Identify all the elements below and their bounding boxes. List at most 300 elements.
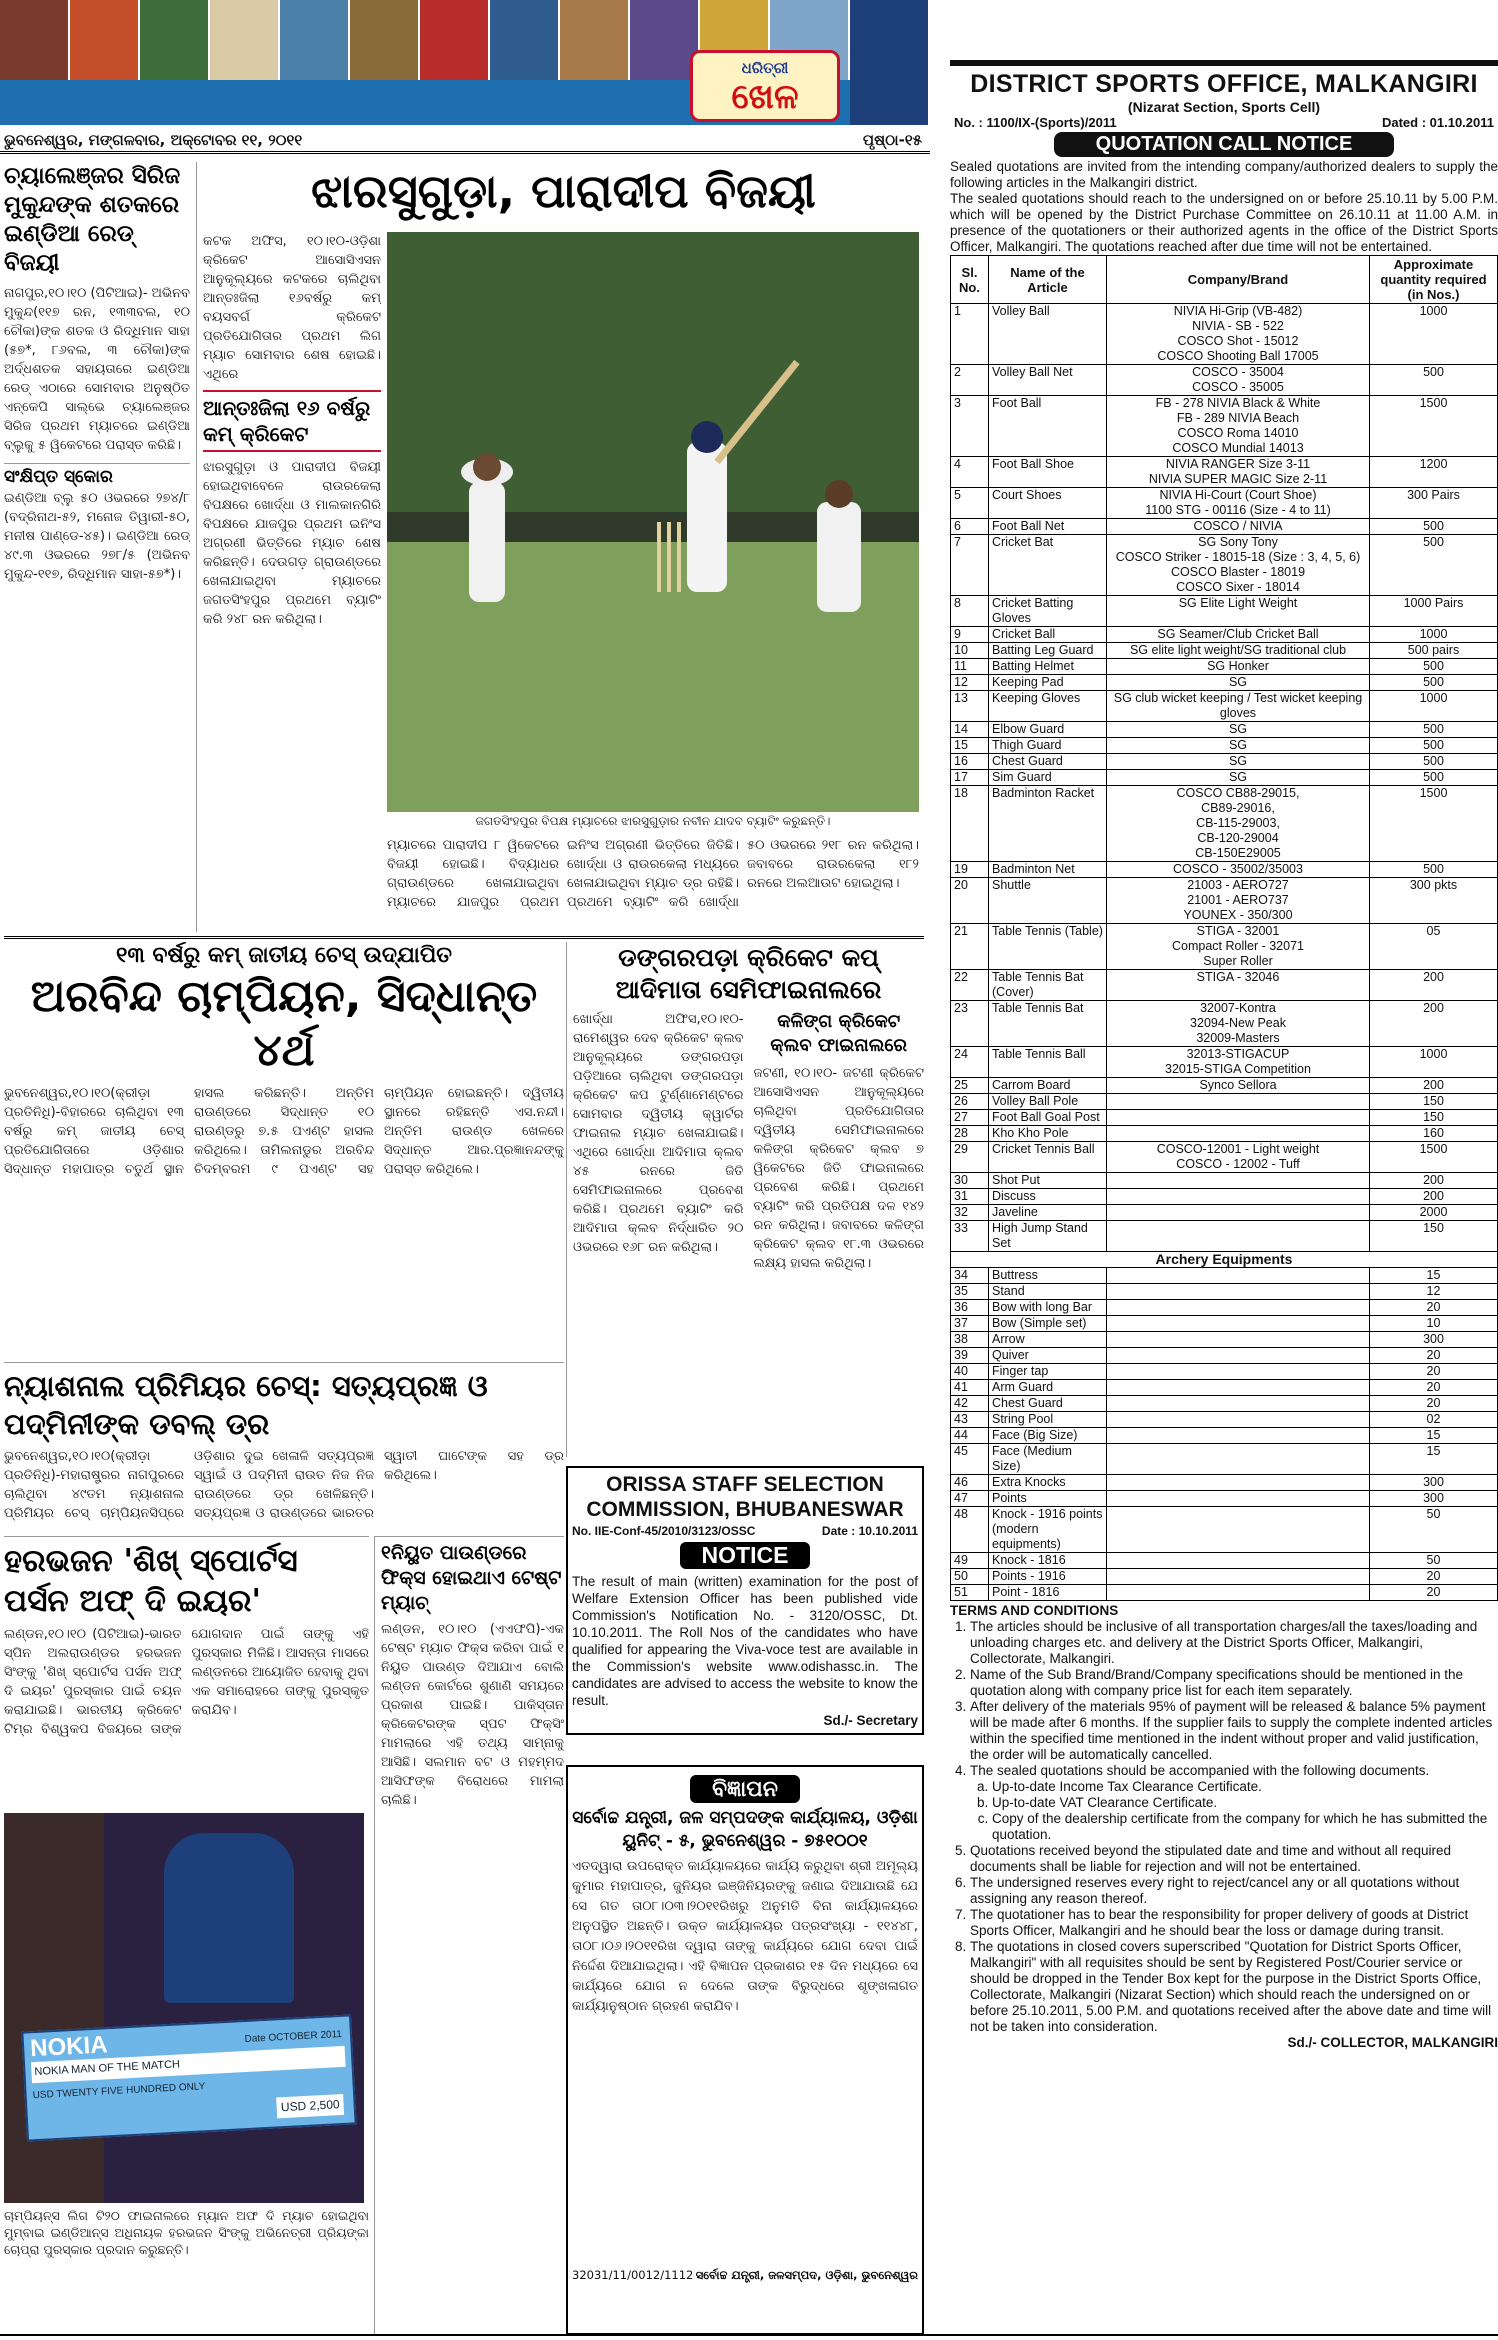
cell-quantity: 1200 — [1370, 457, 1498, 488]
logo-brand-small: ଧରିତ୍ରୀ — [741, 59, 789, 77]
cell-quantity: 200 — [1370, 1078, 1498, 1094]
cell-brand — [1107, 1300, 1370, 1316]
dso-intro-1: Sealed quotations are invited from the intending company/authorized dealers to supply the following articles in the Malkangiri district. — [950, 159, 1498, 190]
cell-sl-no: 47 — [951, 1491, 989, 1507]
dso-quotation-notice — [950, 60, 1498, 2051]
document-item: b. Up-to-date VAT Clearance Certificate. — [992, 1795, 1498, 1811]
cell-article: Knock - 1916 points (modern equipments) — [989, 1507, 1107, 1553]
col-header: Sl. No. — [951, 256, 989, 304]
col-header: Company/Brand — [1107, 256, 1370, 304]
story-body: ଭୁବନେଶ୍ୱର,୧୦।୧୦(କ୍ରୀଡ଼ା ପ୍ରତିନିଧି)-ବିହାରରେ ଚାଲିଥିବା ୧୩ ବର୍ଷରୁ କମ୍ ଜାତୀୟ ଚେସ୍ ପ୍ରତିଯୋଗିତାରେ ଓଡ଼ିଶାର ସିଦ୍ଧାନ୍ତ ମହାପାତ୍ର ଚତୁର୍ଥ ସ୍ଥାନ ହାସଲ କରିଛନ୍ତି। ଅନ୍ତିମ ରାଉଣ୍ଡରେ ସିଦ୍ଧାନ୍ତ ୧୦ ରାଉଣ୍ଡରୁ ୭.୫ ପଏଣ୍ଟ ହାସଲ କରିଥିଲେ। ତାମିଲନାଡୁର ଅରବିନ୍ଦ ଚିଦମ୍ବରମ ୯ ପଏଣ୍ଟ ସହ ଚାମ୍ପିୟନ ହୋଇଛନ୍ତି। ଦ୍ୱିତୀୟ ସ୍ଥାନରେ ରହିଛନ୍ତି ଏସ.ନନ୍ଦୀ। ଅନ୍ତିମ ରାଉଣ୍ଡ ଖେଳରେ ସିଦ୍ଧାନ୍ତ ଆର.ପ୍ରଜ୍ଞାନନ୍ଦଙ୍କୁ ପରାସ୍ତ କରିଥିଲେ। — [4, 1086, 564, 1177]
cell-sl-no: 21 — [951, 924, 989, 970]
cell-sl-no: 44 — [951, 1428, 989, 1444]
story-body-part1: ଖୋର୍ଦ୍ଧା ଅଫିସ,୧୦।୧୦-ରାମେଶ୍ୱର ଦେବ କ୍ରିକେଟ କ୍ଲବ ଆନୁକୂଲ୍ୟରେ ଡଙ୍ଗରପଡ଼ା ପଡ଼ିଆରେ ଚାଲିଥିବା ଡଙ୍ଗରପଡ଼ା କ୍ରିକେଟ କପ ଟୁର୍ଣ୍ଣାମେଣ୍ଟରେ ସୋମବାର ଦ୍ୱିତୀୟ କ୍ୱାର୍ଟର ଫାଇନାଲ ମ୍ୟାଚ ଖେଳାଯାଇଛି। ଏଥିରେ ଖୋର୍ଦ୍ଧା ଆଦିମାତା କ୍ଲବ ୪୫ ରନରେ ଜିତି ସେମିଫାଇନାଲରେ ପ୍ରବେଶ କରିଛି। ପ୍ରଥମେ ବ୍ୟାଟିଂ କରି ଆଦିମାତା କ୍ଲବ ନିର୍ଦ୍ଧାରିତ ୨୦ ଓଭରରେ ୧୬୮ ରନ କରିଥିଲା। — [573, 1012, 744, 1255]
cell-brand — [1107, 1380, 1370, 1396]
table-row — [951, 1491, 1498, 1507]
ossc-signature: Sd./- Secretary — [823, 1713, 918, 1728]
table-row — [951, 1316, 1498, 1332]
cell-sl-no: 37 — [951, 1316, 989, 1332]
story-headline: ୧ନିୟୁତ ପାଉଣ୍ଡରେ ଫିକ୍ସ ହୋଇଥାଏ ଟେଷ୍ଟ ମ୍ୟାଚ୍ — [381, 1542, 562, 1614]
cell-brand: SG — [1107, 770, 1370, 786]
photo-illustration — [387, 232, 919, 812]
masthead-banner — [0, 0, 930, 125]
cell-sl-no: 5 — [951, 488, 989, 519]
score-heading: ସଂକ୍ଷିପ୍ତ ସ୍କୋର — [4, 463, 190, 487]
document-item: c. Copy of the dealership certificate from the company for which he has submitted the quotation. — [992, 1811, 1498, 1843]
dso-ref-row — [950, 115, 1498, 130]
story-premier-chess — [4, 1362, 564, 1534]
cell-article: Shot Put — [989, 1173, 1107, 1189]
cell-brand — [1107, 1332, 1370, 1348]
story-headline: ଚ୍ୟାଲେଞ୍ଜର ସିରିଜ ମୁକୁନ୍ଦଙ୍କ ଶତକରେ ଇଣ୍ଡିଆ ରେଡ୍ ବିଜୟୀ — [4, 163, 181, 276]
cell-brand: STIGA - 32001 Compact Roller - 32071 Super Roller — [1107, 924, 1370, 970]
cell-brand — [1107, 1444, 1370, 1475]
cell-sl-no: 7 — [951, 535, 989, 596]
story-body: ଲଣ୍ଡନ,୧୦।୧୦ (ପିଟିଆଇ)-ଭାରତ ସ୍ପିନ ଅଲରାଉଣ୍ଡର ହରଭଜନ ସିଂଙ୍କୁ 'ଶିଖ୍ ସ୍ପୋର୍ଟସ ପର୍ସନ ଅଫ୍ ଦି ଇୟର' ପୁରସ୍କାର ପାଇଁ ଚୟନ କରାଯାଇଛି। ଭାରତୀୟ କ୍ରିକେଟ ଟିମ୍‌ର ବିଶ୍ୱକପ ବିଜୟରେ ତାଙ୍କ ଯୋଗଦାନ ପାଇଁ ତାଙ୍କୁ ଏହି ପୁରସ୍କାର ମିଳିଛି। ଆସନ୍ତା ମାସରେ ଲଣ୍ଡନରେ ଆୟୋଜିତ ହେବାକୁ ଥିବା ଏକ ସମାରୋହରେ ତାଙ୍କୁ ପୁରସ୍କୃତ କରାଯିବ। — [4, 1627, 369, 1737]
advert-footer — [572, 2268, 918, 2283]
advert-ref: 32031/11/0012/1112 — [572, 2268, 694, 2282]
terms-item — [970, 1667, 1498, 1699]
story-dungarpada-cup — [566, 942, 924, 1457]
cell-article: Table Tennis Ball — [989, 1047, 1107, 1078]
cell-article: Finger tap — [989, 1364, 1107, 1380]
cell-article: Table Tennis (Table) — [989, 924, 1107, 970]
cell-article: Thigh Guard — [989, 738, 1107, 754]
cell-sl-no: 32 — [951, 1205, 989, 1221]
sports-photo-thumb — [560, 0, 630, 80]
table-row — [951, 1396, 1498, 1412]
gutter — [940, 30, 944, 2340]
cell-article: Kho Kho Pole — [989, 1126, 1107, 1142]
dso-title: DISTRICT SPORTS OFFICE, MALKANGIRI — [970, 70, 1478, 98]
cell-quantity: 1500 — [1370, 396, 1498, 457]
story-body: ଭୁବନେଶ୍ୱର,୧୦।୧୦(କ୍ରୀଡ଼ା ପ୍ରତିନିଧି)-ମହାରାଷ୍ଟ୍ରର ନାଗପୁରରେ ଚାଲିଥିବା ୪୯ତମ ନ୍ୟାଶନାଲ ପ୍ରିମିୟର ଚେସ୍ ଚାମ୍ପିୟନସିପ୍‌ରେ ଓଡ଼ିଶାର ଦୁଇ ଖେଳାଳି ସତ୍ୟପ୍ରଜ୍ଞ ସ୍ୱାଇଁ ଓ ପଦ୍ମିନୀ ରାଉତ ନିଜ ନିଜ ରାଉଣ୍ଡରେ ଡ୍ର ଖେଳିଛନ୍ତି। ସତ୍ୟପ୍ରଜ୍ଞ ଓ ରାଉଣ୍ଡରେ ଭାରତର ସ୍ୱାତୀ ଘାଟେଙ୍କ ସହ ଡ୍ର କରିଥିଲେ। — [4, 1449, 564, 1521]
story-headline: ନ୍ୟାଶନାଲ ପ୍ରିମିୟର ଚେସ୍: ସତ୍ୟପ୍ରଜ୍ଞ ଓ ପଦ୍ମିନୀଙ୍କ ଡବଲ୍ ଡ୍ର — [4, 1369, 488, 1441]
cell-brand — [1107, 1585, 1370, 1601]
table-row — [951, 878, 1498, 924]
story-body — [573, 1010, 924, 1273]
terms-text: The sealed quotations should be accompanied with the following documents. — [970, 1763, 1430, 1778]
col-header: Name of the Article — [989, 256, 1107, 304]
cell-brand — [1107, 1396, 1370, 1412]
cell-article: High Jump Stand Set — [989, 1221, 1107, 1252]
cell-article: Points - 1916 — [989, 1569, 1107, 1585]
table-row — [951, 1348, 1498, 1364]
cricket-batting-photo — [387, 232, 919, 812]
cheque-date: Date OCTOBER 2011 — [244, 2028, 343, 2046]
cell-brand — [1107, 1348, 1370, 1364]
cell-quantity: 500 — [1370, 659, 1498, 675]
cell-sl-no: 14 — [951, 722, 989, 738]
table-row — [951, 1205, 1498, 1221]
cell-brand: NIVIA Hi-Grip (VB-482) NIVIA - SB - 522 COSCO Shot - 15012 COSCO Shooting Ball 17005 — [1107, 304, 1370, 365]
story-subheading: ଆନ୍ତଃଜିଲା ୧୬ ବର୍ଷରୁ କମ୍ କ୍ରିକେଟ — [203, 390, 381, 452]
story-body: ଲଣ୍ଡନ, ୧୦।୧୦ (ଏଏଫପି)-ଏକ ଟେଷ୍ଟ ମ୍ୟାଚ ଫିକ୍ସ କରିବା ପାଇଁ ୧ ନିୟୁତ ପାଉଣ୍ଡ ଦିଆଯାଏ ବୋଲି ଲଣ୍ଡନ କୋର୍ଟରେ ଶୁଣାଣି ସମୟରେ ପ୍ରକାଶ ପାଇଛି। ପାକିସ୍ତାନ କ୍ରିକେଟରଙ୍କ ସ୍ପଟ ଫିକ୍ସିଂ ମାମଲାରେ ଏହି ତଥ୍ୟ ସାମ୍ନାକୁ ଆସିଛି। ସଲମାନ ବଟ ଓ ମହମ୍ମଦ ଆସିଫଙ୍କ ବିରୋଧରେ ମାମଲା ଚାଲିଛି। — [381, 1622, 564, 1808]
cell-sl-no: 11 — [951, 659, 989, 675]
table-row — [951, 1047, 1498, 1078]
table-row — [951, 1094, 1498, 1110]
cell-brand: 21003 - AERO727 21001 - AERO737 YOUNEX - 350/300 — [1107, 878, 1370, 924]
cell-quantity: 300 Pairs — [1370, 488, 1498, 519]
table-row — [951, 643, 1498, 659]
cell-brand: COSCO / NIVIA — [1107, 519, 1370, 535]
cell-quantity: 02 — [1370, 1412, 1498, 1428]
cell-quantity: 150 — [1370, 1221, 1498, 1252]
cell-sl-no: 36 — [951, 1300, 989, 1316]
table-row — [951, 862, 1498, 878]
cell-sl-no: 42 — [951, 1396, 989, 1412]
cell-article: Buttress — [989, 1268, 1107, 1284]
cell-sl-no: 34 — [951, 1268, 989, 1284]
cell-article: Badminton Net — [989, 862, 1107, 878]
cell-sl-no: 19 — [951, 862, 989, 878]
cell-sl-no: 48 — [951, 1507, 989, 1553]
table-row — [951, 754, 1498, 770]
cell-brand: FB - 278 NIVIA Black & White FB - 289 NIVIA Beach COSCO Roma 14010 COSCO Mundial 14013 — [1107, 396, 1370, 457]
table-row — [951, 786, 1498, 862]
cell-sl-no: 28 — [951, 1126, 989, 1142]
photo-caption: ଚାମ୍ପିୟନ୍ସ ଲିଗ ଟି୨୦ ଫାଇନାଲରେ ମ୍ୟାନ ଅଫ ଦି ମ୍ୟାଚ ହୋଇଥିବା ମୁମ୍ବାଇ ଇଣ୍ଡିଆନ୍ସ ଅଧିନାୟକ ହରଭଜନ ସିଂଙ୍କୁ ଅଭିନେତ୍ରୀ ପ୍ରିୟଙ୍କା ଚୋପ୍ରା ପୁରସ୍କାର ପ୍ରଦାନ କରୁଛନ୍ତି। — [4, 2208, 369, 2257]
table-row — [951, 304, 1498, 365]
table-row — [951, 596, 1498, 627]
cell-sl-no: 12 — [951, 675, 989, 691]
cell-sl-no: 38 — [951, 1332, 989, 1348]
cell-quantity: 1000 — [1370, 1047, 1498, 1078]
cell-brand: SG — [1107, 722, 1370, 738]
terms-text: Name of the Sub Brand/Brand/Company specifications should be mentioned in the quotation along with company price list for each item separately. — [970, 1667, 1464, 1698]
table-row — [951, 1173, 1498, 1189]
cell-sl-no: 29 — [951, 1142, 989, 1173]
cell-brand — [1107, 1205, 1370, 1221]
cell-article: Shuttle — [989, 878, 1107, 924]
cell-article: Foot Ball Shoe — [989, 457, 1107, 488]
terms-text: After delivery of the materials 95% of payment will be released & balance 5% payment will be made after 6 months. If the supplier fails to supply the complete indented articles within the specified time mentioned in the indent without proper and valid justification, the order will be automatically cancelled. — [970, 1699, 1493, 1762]
cell-quantity: 200 — [1370, 1001, 1498, 1047]
cell-brand: SG — [1107, 754, 1370, 770]
cheque-amount: USD 2,500 — [276, 2094, 344, 2118]
ossc-ref-no: No. IIE-Conf-45/2010/3123/OSSC — [572, 1524, 756, 1538]
cheque-brand: NOKIA — [29, 2031, 109, 2063]
cell-brand — [1107, 1428, 1370, 1444]
cell-article: Volley Ball — [989, 304, 1107, 365]
cell-article: Face (Big Size) — [989, 1428, 1107, 1444]
dso-ref-no: No. : 1100/IX-(Sports)/2011 — [954, 115, 1117, 130]
cell-quantity: 500 — [1370, 770, 1498, 786]
story-harbhajan — [4, 1536, 369, 2336]
cell-quantity: 10 — [1370, 1316, 1498, 1332]
cell-brand: NIVIA RANGER Size 3-11 NIVIA SUPER MAGIC Size 2-11 — [1107, 457, 1370, 488]
table-row — [951, 1569, 1498, 1585]
table-row — [951, 970, 1498, 1001]
story-body-part2: ଜଟଣୀ, ୧୦।୧୦- ଜଟଣୀ କ୍ରିକେଟ ଆସୋସିଏସନ ଆନୁକୂଲ୍ୟରେ ଚାଲିଥିବା ପ୍ରତିଯୋଗିତାର ଦ୍ୱିତୀୟ ସେମିଫାଇନାଲରେ କଳିଙ୍ଗ କ୍ରିକେଟ କ୍ଲବ ୭ ୱିକେଟରେ ଜିତି ଫାଇନାଲରେ ପ୍ରବେଶ କରିଛି। ପ୍ରଥମେ ବ୍ୟାଟିଂ କରି ପ୍ରତିପକ୍ଷ ଦଳ ୧୪୨ ରନ କରିଥିଲା। ଜବାବରେ କଳିଙ୍ଗ କ୍ରିକେଟ କ୍ଲବ ୧୮.୩ ଓଭରରେ ଲକ୍ଷ୍ୟ ହାସଲ କରିଥିଲା। — [753, 1066, 924, 1271]
cell-article: Knock - 1816 — [989, 1553, 1107, 1569]
archery-section — [951, 1252, 1498, 1268]
cell-quantity: 160 — [1370, 1126, 1498, 1142]
cell-article: Batting Helmet — [989, 659, 1107, 675]
table-row — [951, 1507, 1498, 1553]
cell-sl-no: 49 — [951, 1553, 989, 1569]
advert-signature: ସର୍ବୋଚ୍ଚ ଯନ୍ତ୍ରୀ, ଜଳସମ୍ପଦ, ଓଡ଼ିଶା, ଭୁବନେଶ୍ୱର — [695, 2268, 918, 2282]
dso-section: (Nizarat Section, Sports Cell) — [1127, 99, 1321, 115]
cell-article: Keeping Pad — [989, 675, 1107, 691]
cell-article: Court Shoes — [989, 488, 1107, 519]
cell-quantity: 20 — [1370, 1569, 1498, 1585]
ossc-notice — [566, 1466, 924, 1735]
cell-quantity: 50 — [1370, 1553, 1498, 1569]
date-text: ଭୁବନେଶ୍ୱର, ମଙ୍ଗଳବାର, ଅକ୍ଟୋବର ୧୧, ୨୦୧୧ — [4, 131, 303, 149]
cell-quantity: 500 — [1370, 519, 1498, 535]
cell-brand — [1107, 1475, 1370, 1491]
cell-brand — [1107, 1316, 1370, 1332]
cell-article: Badminton Racket — [989, 786, 1107, 862]
table-row — [951, 1428, 1498, 1444]
person-silhouette — [4, 1813, 104, 2203]
cell-brand — [1107, 1284, 1370, 1300]
cell-sl-no: 10 — [951, 643, 989, 659]
terms-item — [970, 1699, 1498, 1763]
cell-article: Volley Ball Pole — [989, 1094, 1107, 1110]
cell-article: Cricket Bat — [989, 535, 1107, 596]
cell-brand — [1107, 1569, 1370, 1585]
cell-article: Table Tennis Bat (Cover) — [989, 970, 1107, 1001]
cell-article: Cricket Ball — [989, 627, 1107, 643]
cell-brand: SG — [1107, 738, 1370, 754]
sports-photo-thumb — [140, 0, 210, 80]
logo-brand-big: ଖେଳ — [731, 77, 799, 117]
ossc-ref-row — [572, 1524, 918, 1538]
cell-sl-no: 3 — [951, 396, 989, 457]
sports-photo-thumb — [210, 0, 280, 80]
cell-quantity: 150 — [1370, 1110, 1498, 1126]
table-row — [951, 457, 1498, 488]
table-row — [951, 722, 1498, 738]
story-challenger-series — [4, 162, 190, 932]
cell-sl-no: 41 — [951, 1380, 989, 1396]
terms-item: 5. Quotations received beyond the stipulated date and time and without all required documents shall be liable for rejection and will not be entertained. — [970, 1843, 1498, 1875]
cell-brand — [1107, 1364, 1370, 1380]
advert-badge: ବିଜ୍ଞାପନ — [690, 1775, 800, 1803]
story-column — [203, 232, 381, 932]
terms-title: TERMS AND CONDITIONS — [950, 1603, 1119, 1618]
cell-article: Javeline — [989, 1205, 1107, 1221]
cell-article: Sim Guard — [989, 770, 1107, 786]
table-row — [951, 396, 1498, 457]
table-row — [951, 1475, 1498, 1491]
cell-brand: COSCO CB88-29015, CB89-29016, CB-115-29003, CB-120-29004 CB-150E29005 — [1107, 786, 1370, 862]
table-row — [951, 1300, 1498, 1316]
cell-brand: SG Honker — [1107, 659, 1370, 675]
story-subheading: କଳିଙ୍ଗ କ୍ରିକେଟ କ୍ଲବ ଫାଇନାଲରେ — [770, 1011, 908, 1056]
story-match-fixing — [374, 1536, 564, 2336]
terms-item — [970, 1619, 1498, 1667]
cell-sl-no: 40 — [951, 1364, 989, 1380]
story-body: ଝାରସୁଗୁଡ଼ା ଓ ପାରାଦୀପ ବିଜୟୀ ହୋଇଥିବାବେଳେ ରାଉରକେଲା ବିପକ୍ଷରେ ଖୋର୍ଦ୍ଧା ଓ ମାଲକାନଗିରି ବିପକ୍ଷରେ ଯାଜପୁର ପ୍ରଥମ ଇନିଂସ ଅଗ୍ରଣୀ ଭିତ୍ତିରେ ମ୍ୟାଚ ଶେଷ କରିଛନ୍ତି। ଦେଉଗଡ଼ ଗ୍ରାଉଣ୍ଡରେ ଖେଳାଯାଇଥିବା ମ୍ୟାଚରେ ଜଗତସିଂହପୁର ପ୍ରଥମେ ବ୍ୟାଟିଂ କରି ୨୪୮ ରନ କରିଥିଲା। — [203, 460, 381, 627]
cell-article: Cricket Batting Gloves — [989, 596, 1107, 627]
cell-article: Discuss — [989, 1189, 1107, 1205]
table-row — [951, 1126, 1498, 1142]
cell-sl-no: 39 — [951, 1348, 989, 1364]
section-divider — [4, 936, 924, 939]
table-row — [951, 1585, 1498, 1601]
document-item: a. Up-to-date Income Tax Clearance Certificate. — [992, 1779, 1498, 1795]
cell-article: Batting Leg Guard — [989, 643, 1107, 659]
cell-article: Points — [989, 1491, 1107, 1507]
cell-sl-no: 43 — [951, 1412, 989, 1428]
required-documents — [992, 1779, 1498, 1843]
story-headline: ଝାରସୁଗୁଡ଼ା, ପାରାଦୀପ ବିଜୟୀ — [311, 164, 816, 218]
dso-intro-2: The sealed quotations should reach to the undersigned on or before 25.10.11 by 5.00 P.M. which will be opened by the District Purchase Committee on 26.10.11 at 11.00 A.M. in presence of the quotationers or their authorized agents in the office of the District Sports Officer, Malkangiri. The quotations reached after due time will not be entertained. — [950, 191, 1498, 254]
cell-sl-no: 9 — [951, 627, 989, 643]
cell-article: Foot Ball Goal Post — [989, 1110, 1107, 1126]
table-row — [951, 488, 1498, 519]
photo-caption: ଜଗତସିଂହପୁର ବିପକ୍ଷ ମ୍ୟାଚରେ ଝାରସୁଗୁଡ଼ାର ନବୀନ ଯାଦବ ବ୍ୟାଟିଂ କରୁଛନ୍ତି। — [475, 814, 831, 828]
cell-quantity: 20 — [1370, 1380, 1498, 1396]
cheque-board — [21, 2014, 356, 2141]
cell-quantity: 1500 — [1370, 1142, 1498, 1173]
cell-sl-no: 4 — [951, 457, 989, 488]
cell-quantity: 500 pairs — [1370, 643, 1498, 659]
archery-heading: Archery Equipments — [951, 1252, 1498, 1268]
cell-quantity: 20 — [1370, 1364, 1498, 1380]
story-headline: ହରଭଜନ 'ଶିଖ୍ ସ୍ପୋର୍ଟସ ପର୍ସନ ଅଫ୍ ଦି ଇୟର' — [4, 1543, 298, 1619]
cell-quantity: 15 — [1370, 1444, 1498, 1475]
cell-quantity: 500 — [1370, 535, 1498, 596]
table-row — [951, 365, 1498, 396]
cell-brand: Synco Sellora — [1107, 1078, 1370, 1094]
cell-brand: SG — [1107, 675, 1370, 691]
page-bottom-rule — [0, 2334, 1498, 2336]
cell-article: Stand — [989, 1284, 1107, 1300]
cell-brand: COSCO - 35004 COSCO - 35005 — [1107, 365, 1370, 396]
cell-sl-no: 31 — [951, 1189, 989, 1205]
table-row — [951, 1078, 1498, 1094]
quotation-badge: QUOTATION CALL NOTICE — [1054, 132, 1394, 157]
terms-item: 7. The quotationer has to bear the responsibility for proper delivery of goods at District Sports Officer, Malkangiri and he should bear the loss or damage during transit. — [970, 1907, 1498, 1939]
cell-article: Volley Ball Net — [989, 365, 1107, 396]
table-row — [951, 1284, 1498, 1300]
cell-brand — [1107, 1173, 1370, 1189]
story-under16-cricket — [196, 162, 924, 932]
table-row — [951, 691, 1498, 722]
advert-body: ଏତଦ୍ୱାରା ଉପରୋକ୍ତ କାର୍ଯ୍ୟାଳୟରେ କାର୍ଯ୍ୟ କରୁଥିବା ଶ୍ରୀ ଅମୂଲ୍ୟ କୁମାର ମହାପାତ୍ର, ଜୁନିୟର ଇଞ୍ଜିନିୟରଙ୍କୁ ଜଣାଇ ଦିଆଯାଉଛି ଯେ ସେ ଗତ ତା୦୮।୦୩।୨୦୧୧ରିଖରୁ ଅନୁମତି ବିନା କାର୍ଯ୍ୟାଳୟରେ ଅନୁପସ୍ଥିତ ଅଛନ୍ତି। ଉକ୍ତ କାର୍ଯ୍ୟାଳୟର ପତ୍ରସଂଖ୍ୟା - ୧୧୪୪୮, ତା୦୮।୦୬।୨୦୧୧ରିଖ ଦ୍ୱାରା ତାଙ୍କୁ କାର୍ଯ୍ୟରେ ଯୋଗ ଦେବା ପାଇଁ ନିର୍ଦ୍ଦେଶ ଦିଆଯାଇଥିଲା। ଏହି ବିଜ୍ଞାପନ ପ୍ରକାଶର ୧୫ ଦିନ ମଧ୍ୟରେ ସେ କାର୍ଯ୍ୟରେ ଯୋଗ ନ ଦେଲେ ତାଙ୍କ ବିରୁଦ୍ଧରେ ଶୃଙ୍ଖଳାଗତ କାର୍ଯ୍ୟାନୁଷ୍ଠାନ ଗ୍ରହଣ କରାଯିବ। — [572, 1859, 918, 2014]
cell-sl-no: 17 — [951, 770, 989, 786]
table-row — [951, 1412, 1498, 1428]
cell-quantity: 500 — [1370, 754, 1498, 770]
table-row — [951, 924, 1498, 970]
table-row — [951, 1380, 1498, 1396]
terms-list — [970, 1619, 1498, 2035]
cell-quantity: 200 — [1370, 1173, 1498, 1189]
ossc-date: Date : 10.10.2011 — [821, 1524, 918, 1538]
table-header-row — [951, 256, 1498, 304]
col-header: Approximate quantity required (in Nos.) — [1370, 256, 1498, 304]
cell-article: Cricket Tennis Ball — [989, 1142, 1107, 1173]
cell-quantity: 1000 Pairs — [1370, 596, 1498, 627]
story-body: ନାଗପୁର,୧୦।୧୦ (ପିଟିଆଇ)- ଅଭିନବ ମୁକୁନ୍ଦ(୧୧୭ ରନ, ୧୩୩ବଲ, ୧୦ ଚୌକା)ଙ୍କ ଶତକ ଓ ରିଦ୍ଧିମାନ ସାହା (୫୭*, ୮୬ବଲ, ୩ ଚୌକା)ଙ୍କ ଅର୍ଦ୍ଧଶତକ ସହାୟତାରେ ଇଣ୍ଡିଆ ରେଡ୍ ଏଠାରେ ସୋମବାର ଅନୁଷ୍ଠିତ ଏନ୍‌କେପି ସାଲ୍‌ଭେ ଚ୍ୟାଲେଞ୍ଜର ସିରିଜ ପ୍ରଥମ ମ୍ୟାଚରେ ଇଣ୍ଡିଆ ବ୍ଲୁକୁ ୫ ୱିକେଟରେ ପରାସ୍ତ କରିଛି। — [4, 286, 190, 453]
cell-brand: 32013-STIGACUP 32015-STIGA Competition — [1107, 1047, 1370, 1078]
cell-article: Quiver — [989, 1348, 1107, 1364]
cell-brand — [1107, 1268, 1370, 1284]
cell-article: Face (Medium Size) — [989, 1444, 1107, 1475]
cell-article: Arm Guard — [989, 1380, 1107, 1396]
cheque-payee: NOKIA MAN OF THE MATCH — [31, 2046, 346, 2083]
table-row — [951, 1444, 1498, 1475]
cell-sl-no: 15 — [951, 738, 989, 754]
table-row — [951, 535, 1498, 596]
cell-sl-no: 1 — [951, 304, 989, 365]
cell-quantity: 300 pkts — [1370, 878, 1498, 924]
cell-article: Arrow — [989, 1332, 1107, 1348]
cell-article: Table Tennis Bat — [989, 1001, 1107, 1047]
story-chess-u13 — [4, 942, 564, 1362]
table-row — [951, 770, 1498, 786]
cell-article: Bow (Simple set) — [989, 1316, 1107, 1332]
archery-rows — [951, 1268, 1498, 1601]
cell-quantity: 200 — [1370, 970, 1498, 1001]
table-row — [951, 1189, 1498, 1205]
cell-sl-no: 51 — [951, 1585, 989, 1601]
advert-unit: ୟୁନିଟ୍ - ୫, ଭୁବନେଶ୍ୱର - ୭୫୧୦୦୧ — [622, 1831, 868, 1851]
cell-quantity: 500 — [1370, 675, 1498, 691]
table-row — [951, 1268, 1498, 1284]
cell-article: Chest Guard — [989, 754, 1107, 770]
archery-heading-row — [951, 1252, 1498, 1268]
sports-photo-thumb — [280, 0, 350, 80]
cell-article: Point - 1816 — [989, 1585, 1107, 1601]
cell-quantity: 1000 — [1370, 304, 1498, 365]
quotation-table — [950, 255, 1498, 1601]
cell-article: Extra Knocks — [989, 1475, 1107, 1491]
table-row — [951, 1553, 1498, 1569]
dso-signature: Sd./- COLLECTOR, MALKANGIRI — [1287, 2035, 1498, 2050]
cell-quantity: 20 — [1370, 1396, 1498, 1412]
cell-article: Carrom Board — [989, 1078, 1107, 1094]
table-row — [951, 1142, 1498, 1173]
cell-quantity: 15 — [1370, 1268, 1498, 1284]
ossc-text: The result of main (written) examination for the post of Welfare Extension Officer has been published vide Commission's Notification No. - 3120/OSSC, Dt. 10.10.2011. The Roll Nos of the candidates who have qualified for appearing the Viva-voce test are available in the Commission's website www.odishassc.in. The candidates are advised to access the website to know the result. — [572, 1574, 918, 1708]
quotation-rows — [951, 304, 1498, 1252]
terms-text: The articles should be inclusive of all transportation charges/all the taxes/loading and unloading charges etc. and delivery at the District Sports Officer, Malkangiri, Collectorate, Malkangiri. — [970, 1619, 1478, 1666]
cell-sl-no: 30 — [951, 1173, 989, 1189]
cell-article: Chest Guard — [989, 1396, 1107, 1412]
player-silhouette — [164, 1833, 294, 2003]
section-logo — [690, 50, 840, 122]
cell-article: Foot Ball Net — [989, 519, 1107, 535]
sports-photo-thumb — [490, 0, 560, 80]
terms-item — [970, 1763, 1498, 1843]
cell-brand — [1107, 1507, 1370, 1553]
cell-sl-no: 18 — [951, 786, 989, 862]
dateline — [0, 128, 930, 154]
cell-sl-no: 24 — [951, 1047, 989, 1078]
cell-quantity: 500 — [1370, 738, 1498, 754]
cell-brand: NIVIA Hi-Court (Court Shoe) 1100 STG - 00116 (Size - 4 to 11) — [1107, 488, 1370, 519]
cell-sl-no: 6 — [951, 519, 989, 535]
cell-quantity: 500 — [1370, 722, 1498, 738]
sports-photo-thumb — [420, 0, 490, 80]
story-body: କଟକ ଅଫିସ, ୧୦।୧୦-ଓଡ଼ିଶା କ୍ରିକେଟ ଆସୋସିଏସନ ଆନୁକୂଲ୍ୟରେ କଟକରେ ଚାଲିଥିବା ଆନ୍ତଃଜିଲା ୧୬ବର୍ଷରୁ କମ୍ ବୟସବର୍ଗ କ୍ରିକେଟ ପ୍ରତିଯୋଗିତାର ପ୍ରଥମ ଲିଗ ମ୍ୟାଚ ସୋମବାର ଶେଷ ହୋଇଛି। ଏଥିରେ — [203, 234, 381, 382]
cell-quantity: 500 — [1370, 365, 1498, 396]
cell-sl-no: 13 — [951, 691, 989, 722]
cell-brand — [1107, 1094, 1370, 1110]
cell-brand: STIGA - 32046 — [1107, 970, 1370, 1001]
page-number: ପୃଷ୍ଠା-୧୫ — [862, 131, 922, 149]
govt-advertisement — [566, 1765, 924, 2335]
terms-and-conditions — [950, 1603, 1498, 2051]
cell-quantity: 20 — [1370, 1585, 1498, 1601]
cell-brand: SG Seamer/Club Cricket Ball — [1107, 627, 1370, 643]
table-row — [951, 1110, 1498, 1126]
